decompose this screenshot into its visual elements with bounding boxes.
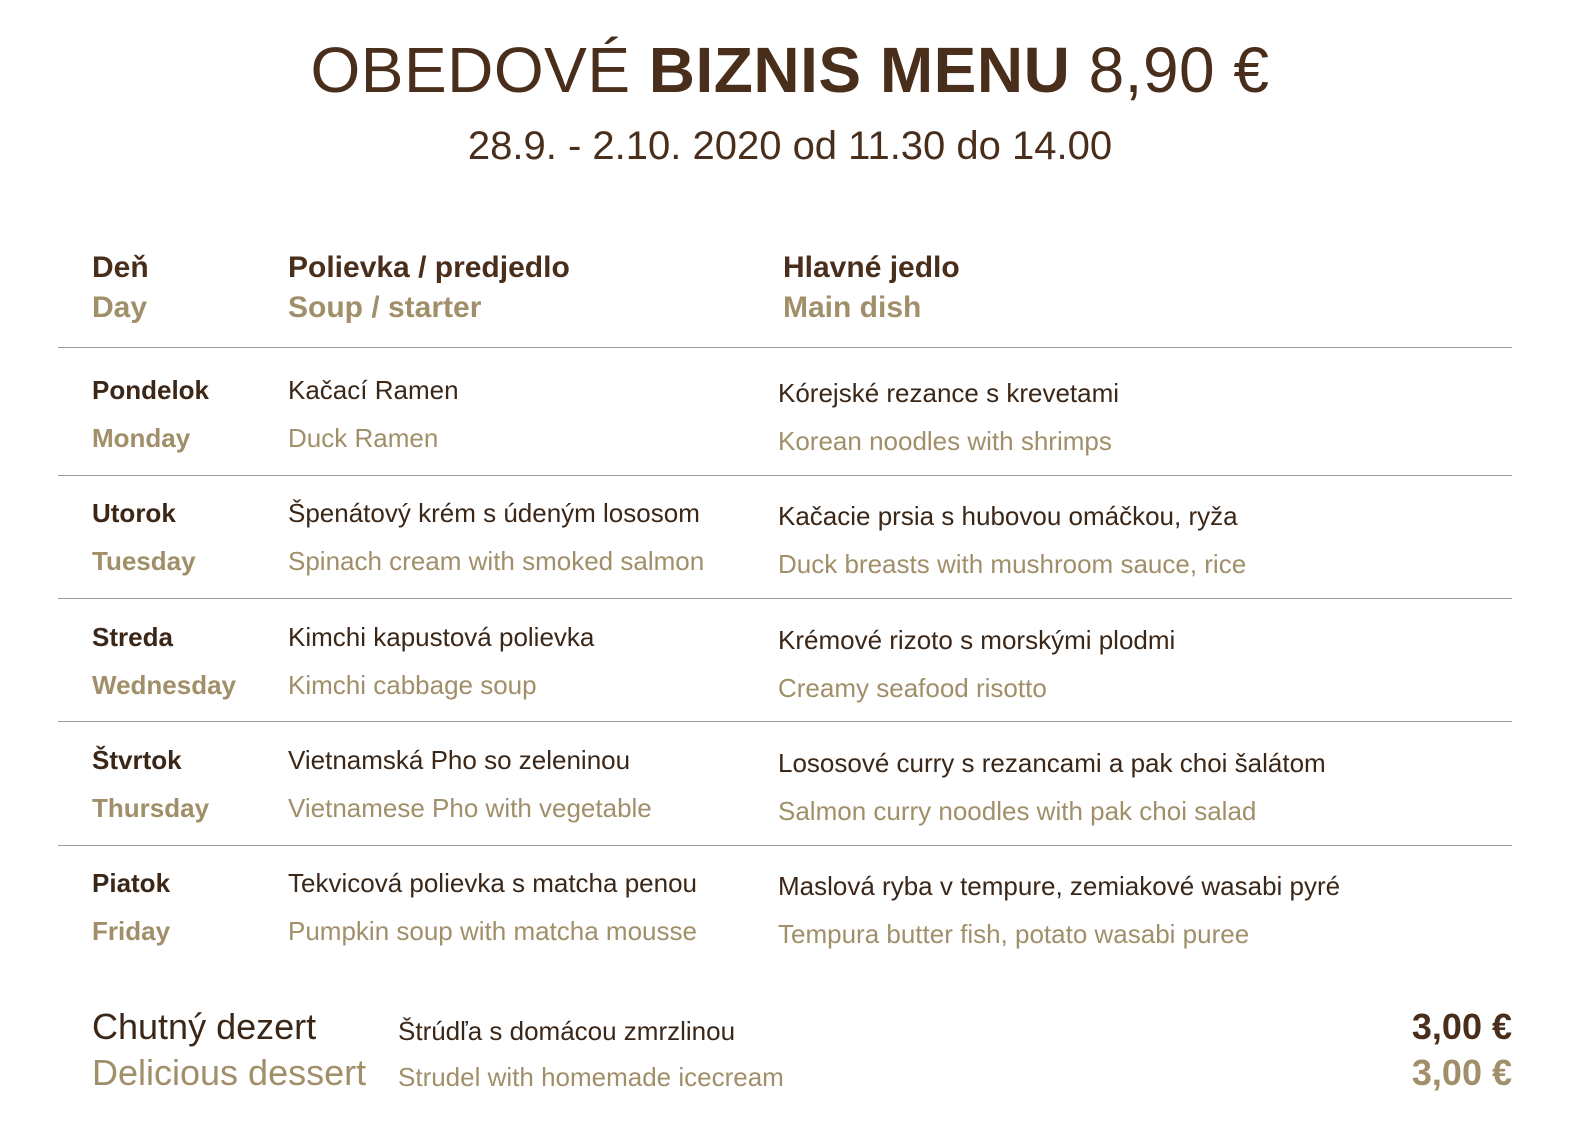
divider (58, 598, 1512, 599)
column-header-soup-en: Soup / starter (288, 291, 482, 324)
day-cell (92, 736, 209, 832)
column-header-main (783, 248, 960, 328)
divider (58, 475, 1512, 476)
dessert-price-en: 3,00 € (1411, 1052, 1512, 1093)
divider (58, 845, 1512, 846)
menu-title (0, 30, 1580, 110)
dessert-item-sk: Štrúdľa s domácou zmrzlinou (398, 1016, 736, 1046)
main-cell (778, 739, 1326, 835)
main-cell (778, 616, 1175, 712)
day-cell (92, 859, 170, 955)
main-sk: Krémové rizoto s morskými plodmi (778, 625, 1176, 655)
menu-row-thursday (0, 726, 1580, 846)
column-header-day-sk: Deň (92, 251, 149, 284)
title-light: OBEDOVÉ (310, 34, 631, 106)
soup-en: Vietnamese Pho with vegetable (288, 793, 652, 823)
soup-cell (288, 736, 652, 832)
dessert-item-en: Strudel with homemade icecream (398, 1062, 784, 1092)
day-sk: Piatok (92, 868, 171, 898)
dessert-label-en: Delicious dessert (92, 1052, 367, 1093)
menu-row-tuesday (0, 479, 1580, 599)
main-en: Korean noodles with shrimps (778, 426, 1112, 456)
main-sk: Kórejské rezance s krevetami (778, 378, 1120, 408)
column-header-day (92, 248, 149, 328)
dessert-price (1412, 1004, 1512, 1096)
title-bold: BIZNIS MENU (648, 34, 1071, 106)
column-header-soup-sk: Polievka / predjedlo (288, 251, 570, 284)
menu-row-friday (0, 849, 1580, 969)
main-en: Tempura butter fish, potato wasabi puree (778, 919, 1250, 949)
day-en: Monday (92, 423, 191, 453)
day-cell (92, 366, 209, 462)
column-header-main-en: Main dish (783, 291, 922, 324)
day-en: Friday (92, 916, 171, 946)
day-cell (92, 613, 236, 709)
main-en: Creamy seafood risotto (778, 673, 1047, 703)
menu-dates: 28.9. - 2.10. 2020 od 11.30 do 14.00 (467, 124, 1113, 168)
soup-cell (288, 366, 459, 462)
soup-en: Kimchi cabbage soup (288, 670, 537, 700)
dessert-label-sk: Chutný dezert (92, 1006, 317, 1047)
soup-en: Spinach cream with smoked salmon (288, 546, 705, 576)
soup-sk: Vietnamská Pho so zeleninou (288, 745, 631, 775)
main-sk: Kačacie prsia s hubovou omáčkou, ryža (778, 501, 1238, 531)
dessert-label (92, 1004, 366, 1096)
main-cell (778, 369, 1119, 465)
main-en: Salmon curry noodles with pak choi salad (778, 796, 1257, 826)
title-price: 8,90 € (1088, 34, 1270, 106)
day-sk: Štvrtok (92, 745, 182, 775)
main-cell (778, 492, 1246, 588)
day-sk: Streda (92, 622, 173, 652)
day-cell (92, 489, 196, 585)
main-en: Duck breasts with mushroom sauce, rice (778, 549, 1247, 579)
soup-sk: Špenátový krém s údeným lososom (288, 498, 700, 528)
soup-sk: Kačací Ramen (288, 375, 459, 405)
day-en: Tuesday (92, 546, 196, 576)
soup-en: Pumpkin soup with matcha mousse (288, 916, 697, 946)
day-sk: Utorok (92, 498, 176, 528)
soup-en: Duck Ramen (288, 423, 439, 453)
dessert-price-sk: 3,00 € (1411, 1006, 1512, 1047)
soup-cell (288, 859, 697, 955)
divider (58, 721, 1512, 722)
dessert-item (398, 1008, 784, 1100)
menu-row-monday (0, 356, 1580, 476)
divider (58, 347, 1512, 348)
main-sk: Lososové curry s rezancami a pak choi šalátom (778, 748, 1326, 778)
day-en: Thursday (92, 793, 210, 823)
soup-cell (288, 613, 594, 709)
soup-sk: Tekvicová polievka s matcha penou (288, 868, 698, 898)
main-cell (778, 862, 1340, 958)
menu-row-wednesday (0, 603, 1580, 723)
column-header-soup (288, 248, 570, 328)
soup-cell (288, 489, 704, 585)
column-header-day-en: Day (92, 291, 148, 324)
soup-sk: Kimchi kapustová polievka (288, 622, 595, 652)
column-header-main-sk: Hlavné jedlo (783, 251, 960, 284)
day-en: Wednesday (92, 670, 237, 700)
day-sk: Pondelok (92, 375, 210, 405)
main-sk: Maslová ryba v tempure, zemiakové wasabi pyré (778, 871, 1341, 901)
